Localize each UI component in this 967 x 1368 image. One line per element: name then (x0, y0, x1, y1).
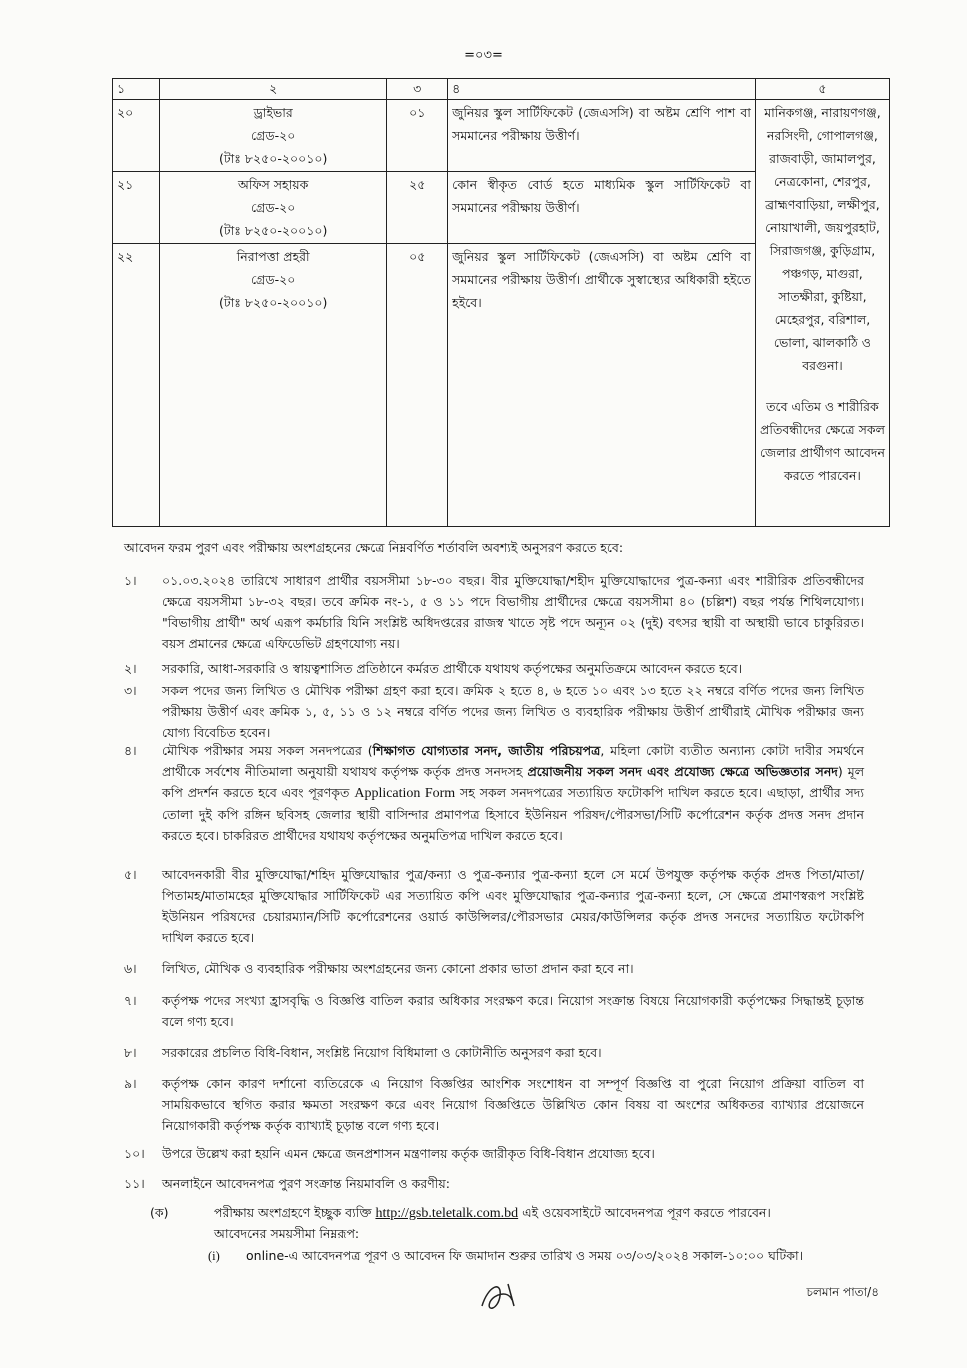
serial-cell: ২০ (113, 100, 160, 172)
count-cell: ০১ (387, 100, 448, 172)
website-link[interactable]: http://gsb.teletalk.com.bd (375, 1206, 519, 1221)
condition-text: আবেদনকারী বীর মুক্তিযোদ্ধা/শহিদ মুক্তিযোদ্ধার পুত্র/কন্যা ও পুত্র-কন্যার পুত্র-কন্যা হলে সে মর্মে উপযুক্ত কর্তৃপক্ষ কর্তৃক প্রদত্ত পিতা/মাতা/পিতামহ/মাতামহের মুক্তিযোদ্ধার সার্টিফিকেট এর সত্যায়িত কপি এবং মুক্তিযোদ্ধার পুত্র-কন্যার পুত্র-কন্যা হলে, সে ক্ষেত্রে প্রমাণস্বরূপ সংশ্লিষ্ট ইউনিয়ন পরিষদের চেয়ারম্যান/সিটি কর্পোরেশনের ওয়ার্ড কাউন্সিলর/পৌরসভার মেয়র/কাউন্সিলর কর্তৃক প্রদত্ত সনদের সত্যায়িত ফটোকপি দাখিল করতে হবে। (162, 867, 864, 945)
condition-text: ০১.০৩.২০২৪ তারিখে সাধারণ প্রার্থীর বয়সসীমা ১৮-৩০ বছর। বীর মুক্তিযোদ্ধা/শহীদ মুক্তিযোদ্ধাদের পুত্র-কন্যা এবং শারীরিক প্রতিবন্ধীদের ক্ষেত্রে বয়সসীমা ১৮-৩২ বছর। তবে ক্রমিক নং-১, ৫ ও ১১ পদে বিভাগীয় প্রার্থীদের ক্ষেত্রে বয়সসীমা ৪০ (চল্লিশ) বছর পর্যন্ত শিথিলযোগ্য। "বিভাগীয় প্রার্থী" অর্থ এরূপ কর্মচারি যিনি সংশ্লিষ্ট অধিদপ্তরের রাজস্ব খাতে সৃষ্ট পদে অন্যূন ০২ (দুই) বৎসর স্থায়ী বা অস্থায়ী ভাবে চাকুরিরত। বয়স প্রমানের ক্ষেত্রে এফিডেভিট গ্রহণযোগ্য নয়। (162, 573, 864, 651)
sub-item-text: পরীক্ষায় অংশগ্রহণে ইচ্ছুক ব্যক্তি http://gsb.teletalk.com.bd এই ওয়েবসাইটে আবেদনপত্র পূরণ করতে পারবেন। আবেদনের সময়সীমা নিম্নরূপ: (214, 1205, 771, 1241)
post-scale: (টাঃ ৮২৫০-২০০১০) (218, 295, 328, 310)
condition-item (124, 990, 864, 1032)
districts-cell (755, 100, 889, 527)
condition-item (124, 1042, 864, 1063)
condition-number: ১। (124, 573, 137, 588)
condition-text: সকল পদের জন্য লিখিত ও মৌখিক পরীক্ষা গ্রহণ করা হবে। ক্রমিক ২ হতে ৪, ৬ হতে ১০ এবং ১৩ হতে ২২ নম্বরে বর্ণিত পদের জন্য লিখিত পরীক্ষায় উত্তীর্ণ এবং ক্রমিক ১, ৫, ১১ ও ১২ নম্বরে বর্ণিত পদের জন্য লিখিত ও ব্যবহারিক পরীক্ষায় উত্তীর্ণ প্রার্থীরাই মৌখিক পরীক্ষার জন্য যোগ্য বিবেচিত হবেন। (162, 683, 864, 740)
signature (478, 1276, 526, 1320)
sub-sub-item-number: (i) (208, 1249, 220, 1263)
post-scale: (টাঃ ৮২৫০-২০০১০) (218, 223, 328, 238)
sub-item-deadline-intro: আবেদনের সময়সীমা নিম্নরূপ: (214, 1226, 360, 1241)
count-cell: ০৫ (387, 244, 448, 527)
condition-number: ৫। (124, 867, 137, 882)
condition-number: ৯। (124, 1076, 137, 1091)
condition-item (124, 680, 864, 743)
conditions-intro: আবেদন ফরম পুরণ এবং পরীক্ষায় অংশগ্রহনের ক্ষেত্রে নিম্নবর্ণিত শর্তাবলি অবশ্যই অনুসরণ করতে হবে: (124, 540, 624, 555)
continued-page-note: চলমান পাতা/৪ (806, 1285, 879, 1299)
page-number: =০৩= (464, 48, 503, 63)
post-grade: গ্রেড-২০ (250, 200, 296, 215)
post-cell (160, 172, 387, 244)
sub-sub-item-text: online-এ আবেদনপত্র পূরণ ও আবেদন ফি জমাদান শুরুর তারিখ ও সময় ০৩/০৩/২০২৪ সকাল-১০:০০ ঘটিকা। (246, 1248, 804, 1263)
sub-sub-item (208, 1246, 868, 1266)
english-text: Application Form (354, 786, 456, 801)
post-scale: (টাঃ ৮২৫০-২০০১০) (218, 151, 328, 166)
sub-item (150, 1203, 870, 1244)
qualification-cell: কোন স্বীকৃত বোর্ড হতে মাধ্যমিক স্কুল সার্টিফিকেট বা সমমানের পরীক্ষায় উত্তীর্ণ। (448, 172, 756, 244)
post-name: ড্রাইভার (253, 105, 293, 120)
sub-item-number: (ক) (150, 1205, 169, 1220)
table-header-row (113, 79, 890, 100)
count-cell: ২৫ (387, 172, 448, 244)
condition-item (124, 740, 864, 846)
districts-note: তবে এতিম ও শারীরিক প্রতিবন্ধীদের ক্ষেত্রে সকল জেলার প্রার্থীগণ আবেদন করতে পারবেন। (759, 399, 885, 483)
table-row (113, 100, 890, 172)
condition-item (124, 658, 864, 679)
condition-text: সরকারি, আধা-সরকারি ও স্বায়ত্বশাসিত প্রতিষ্ঠানে কর্মরত প্রার্থীকে যথাযথ কর্তৃপক্ষের অনুমতিক্রমে আবেদন করতে হবে। (162, 661, 743, 676)
post-grade: গ্রেড-২০ (250, 128, 296, 143)
condition-number: ৪। (124, 743, 137, 758)
serial-cell: ২১ (113, 172, 160, 244)
post-cell (160, 244, 387, 527)
serial-cell: ২২ (113, 244, 160, 527)
condition-number: ৭। (124, 993, 137, 1008)
condition-number: ১১। (124, 1176, 145, 1191)
condition-number: ৮। (124, 1045, 137, 1060)
posts-table (112, 78, 890, 527)
post-name: অফিস সহায়ক (238, 177, 309, 192)
condition-item (124, 958, 864, 979)
post-grade: গ্রেড-২০ (250, 272, 296, 287)
condition-text: কর্তৃপক্ষ কোন কারণ দর্শানো ব্যতিরেকে এ নিয়োগ বিজ্ঞপ্তির আংশিক সংশোধন বা সম্পূর্ণ বিজ্ঞপ্তি বা পুরো নিয়োগ প্রক্রিয়া বাতিল বা সাময়িকভাবে স্থগিত করার ক্ষমতা সংরক্ষণ করে এবং নিয়োগ বিজ্ঞপ্তিতে উল্লিখিত কোন বিষয় বা অংশের অধিকতর ব্যাখ্যার প্রয়োজনে নিয়োগকারী কর্তৃপক্ষ কর্তৃক ব্যাখ্যাই চূড়ান্ত বলে গণ্য হবে। (162, 1076, 864, 1133)
condition-number: ২। (124, 661, 137, 676)
condition-text: লিখিত, মৌখিক ও ব্যবহারিক পরীক্ষায় অংশগ্রহনের জন্য কোনো প্রকার ভাতা প্রদান করা হবে না। (162, 961, 634, 976)
condition-text: সরকারের প্রচলিত বিধি-বিধান, সংশ্লিষ্ট নিয়োগ বিধিমালা ও কোটানীতি অনুসরণ করা হবে। (162, 1045, 602, 1060)
condition-text: উপরে উল্লেখ করা হয়নি এমন ক্ষেত্রে জনপ্রশাসন মন্ত্রণালয় কর্তৃক জারীকৃত বিধি-বিধান প্রযোজ্য হবে। (162, 1146, 655, 1161)
post-name: নিরাপত্তা প্রহরী (236, 249, 310, 264)
condition-text: কর্তৃপক্ষ পদের সংখ্যা হ্রাসবৃদ্ধি ও বিজ্ঞপ্তি বাতিল করার অধিকার সংরক্ষণ করে। নিয়োগ সংক্রান্ত বিষয়ে নিয়োগকারী কর্তৃপক্ষের সিদ্ধান্তই চূড়ান্ত বলে গণ্য হবে। (162, 993, 864, 1029)
bold-text: শিক্ষাগত যোগ্যতার সনদ, জাতীয় পরিচয়পত্র (372, 743, 601, 758)
condition-item (124, 1073, 864, 1136)
condition-number: ৬। (124, 961, 137, 976)
districts-list: মানিকগঞ্জ, নারায়ণগঞ্জ, নরসিংদী, গোপালগঞ্জ, রাজবাড়ী, জামালপুর, নেত্রকোনা, শেরপুর, ব্রাহ্মণবাড়িয়া, লক্ষীপুর, নোয়াখালী, জয়পুরহাট, সিরাজগঞ্জ, কুড়িগ্রাম, পঞ্চগড়, মাগুরা, সাতক্ষীরা, কুষ্টিয়া, মেহেরপুর, বরিশাল, ভোলা, ঝালকাঠি ও বরগুনা। (764, 105, 881, 373)
condition-item (124, 864, 864, 948)
header-cell: ২ (160, 79, 387, 100)
condition-number: ১০। (124, 1146, 145, 1161)
qualification-cell: জুনিয়র স্কুল সার্টিফিকেট (জেএসসি) বা অষ্টম শ্রেণি পাশ বা সমমানের পরীক্ষায় উত্তীর্ণ। (448, 100, 756, 172)
header-cell: ৪ (448, 79, 756, 100)
signature-mark-icon (478, 1276, 526, 1316)
header-cell: ৩ (387, 79, 448, 100)
condition-item (124, 570, 864, 654)
header-cell: ১ (113, 79, 160, 100)
qualification-cell: জুনিয়র স্কুল সার্টিফিকেট (জেএসসি) বা অষ্টম শ্রেণি বা সমমানের পরীক্ষায় উত্তীর্ণ। প্রার্থীকে সুস্বাস্থ্যের অধিকারী হইতে হইবে। (448, 244, 756, 527)
condition-number: ৩। (124, 683, 137, 698)
bold-text: প্রয়োজনীয় সকল সনদ এবং প্রযোজ্য ক্ষেত্রে অভিজ্ঞতার সনদ (527, 764, 838, 779)
condition-item (124, 1173, 864, 1194)
condition-item (124, 1143, 864, 1164)
header-cell: ৫ (755, 79, 889, 100)
post-cell (160, 100, 387, 172)
condition-text: মৌখিক পরীক্ষার সময় সকল সনদপত্রের (শিক্ষাগত যোগ্যতার সনদ, জাতীয় পরিচয়পত্র, মহিলা কোটা ব্যতীত অন্যান্য কোটা দাবীর সমর্থনে প্রার্থীকে সর্বশেষ নীতিমালা অনুযায়ী যথাযথ কর্তৃপক্ষ কর্তৃক প্রদত্ত সনদসহ প্রয়োজনীয় সকল সনদ এবং প্রযোজ্য ক্ষেত্রে অভিজ্ঞতার সনদ) মূল কপি প্রদর্শন করতে হবে এবং পূরণকৃত Application Form সহ সকল সনদপত্রের সত্যায়িত ফটোকপি দাখিল করতে হবে। এছাড়া, প্রার্থীর সদ্য তোলা দুই কপি রঙ্গিন ছবিসহ জেলার স্থায়ী বাসিন্দার প্রমাণপত্র হিসাবে ইউনিয়ন পরিষদ/পৌরসভা/সিটি কর্পোরেশন কর্তৃক প্রদত্ত সনদ প্রদান করতে হবে। চাকরিরত প্রার্থীদের যথাযথ কর্তৃপক্ষের অনুমতিপত্র দাখিল করতে হবে। (162, 743, 865, 843)
condition-text: অনলাইনে আবেদনপত্র পুরণ সংক্রান্ত নিয়মাবলি ও করণীয়: (162, 1176, 450, 1191)
